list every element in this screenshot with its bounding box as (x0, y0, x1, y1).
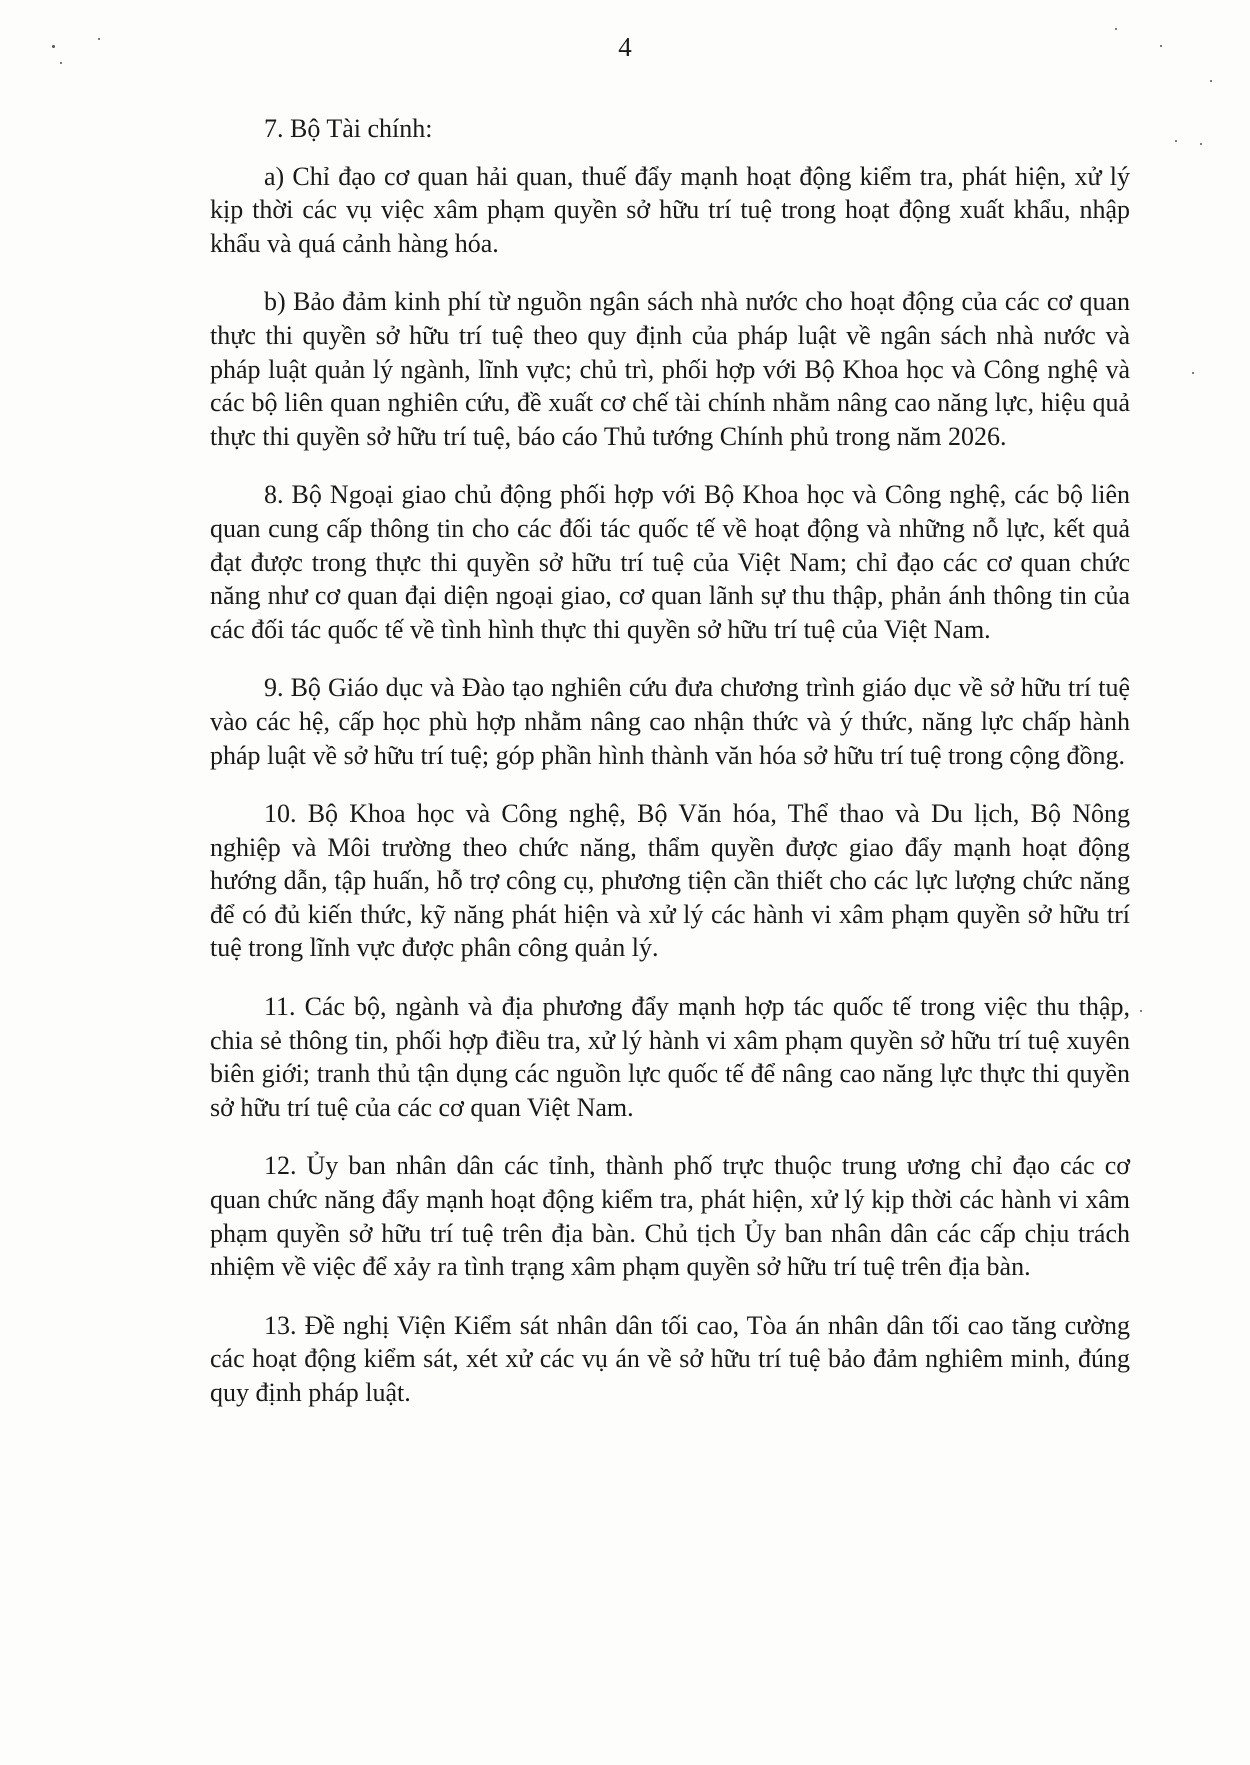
scan-speck (1175, 140, 1177, 142)
section-12-paragraph: 12. Ủy ban nhân dân các tỉnh, thành phố trực thuộc trung ương chỉ đạo các cơ quan chức năng đẩy mạnh hoạt động kiểm tra, phát hiện, xử lý kịp thời các hành vi xâm phạm quyền sở hữu trí tuệ trên địa bàn. Chủ tịch Ủy ban nhân dân các cấp chịu trách nhiệm về việc để xảy ra tình trạng xâm phạm quyền sở hữu trí tuệ trên địa bàn. (210, 1151, 1130, 1282)
section-13-paragraph: 13. Đề nghị Viện Kiểm sát nhân dân tối cao, Tòa án nhân dân tối cao tăng cường các hoạt động kiểm sát, xét xử các vụ án về sở hữu trí tuệ bảo đảm nghiêm minh, đúng quy định pháp luật. (210, 1310, 1130, 1407)
scan-speck (1210, 80, 1212, 82)
page-number: 4 (618, 32, 632, 62)
document-body (210, 112, 1130, 1435)
scan-speck (1200, 143, 1202, 145)
section-7a-paragraph: a) Chỉ đạo cơ quan hải quan, thuế đẩy mạnh hoạt động kiểm tra, phát hiện, xử lý kịp thời các vụ việc xâm phạm quyền sở hữu trí tuệ trong hoạt động xuất khẩu, nhập khẩu và quá cảnh hàng hóa. (210, 161, 1130, 258)
section-7-heading: 7. Bộ Tài chính: (264, 114, 433, 143)
section-11-paragraph: 11. Các bộ, ngành và địa phương đẩy mạnh hợp tác quốc tế trong việc thu thập, chia sẻ thông tin, phối hợp điều tra, xử lý hành vi xâm phạm quyền sở hữu trí tuệ xuyên biên giới; tranh thủ tận dụng các nguồn lực quốc tế để nâng cao năng lực thực thi quyền sở hữu trí tuệ của các cơ quan Việt Nam. (210, 992, 1130, 1122)
section-8-paragraph: 8. Bộ Ngoại giao chủ động phối hợp với Bộ Khoa học và Công nghệ, các bộ liên quan cung cấp thông tin cho các đối tác quốc tế về hoạt động và những nỗ lực, kết quả đạt được trong thực thi quyền sở hữu trí tuệ của Việt Nam; chỉ đạo các cơ quan chức năng như cơ quan đại diện ngoại giao, cơ quan lãnh sự thu thập, phản ánh thông tin của các đối tác quốc tế về tình hình thực thi quyền sở hữu trí tuệ của Việt Nam. (210, 480, 1130, 644)
scan-speck (1192, 372, 1194, 374)
section-10-paragraph: 10. Bộ Khoa học và Công nghệ, Bộ Văn hóa, Thể thao và Du lịch, Bộ Nông nghiệp và Môi trường theo chức năng, thẩm quyền được giao đẩy mạnh hoạt động hướng dẫn, tập huấn, hỗ trợ công cụ, phương tiện cần thiết cho các lực lượng chức năng để có đủ kiến thức, kỹ năng phát hiện và xử lý các hành vi xâm phạm quyền sở hữu trí tuệ trong lĩnh vực được phân công quản lý. (210, 799, 1130, 963)
section-7b-paragraph: b) Bảo đảm kinh phí từ nguồn ngân sách nhà nước cho hoạt động của các cơ quan thực thi quyền sở hữu trí tuệ theo quy định của pháp luật về ngân sách nhà nước và pháp luật quản lý ngành, lĩnh vực; chủ trì, phối hợp với Bộ Khoa học và Công nghệ và các bộ liên quan nghiên cứu, đề xuất cơ chế tài chính nhằm nâng cao năng lực, hiệu quả thực thi quyền sở hữu trí tuệ, báo cáo Thủ tướng Chính phủ trong năm 2026. (210, 287, 1130, 451)
section-9-paragraph: 9. Bộ Giáo dục và Đào tạo nghiên cứu đưa chương trình giáo dục về sở hữu trí tuệ vào các hệ, cấp học phù hợp nhằm nâng cao nhận thức và ý thức, năng lực chấp hành pháp luật về sở hữu trí tuệ; góp phần hình thành văn hóa sở hữu trí tuệ trong cộng đồng. (210, 673, 1130, 770)
scan-speck (1140, 1010, 1142, 1012)
